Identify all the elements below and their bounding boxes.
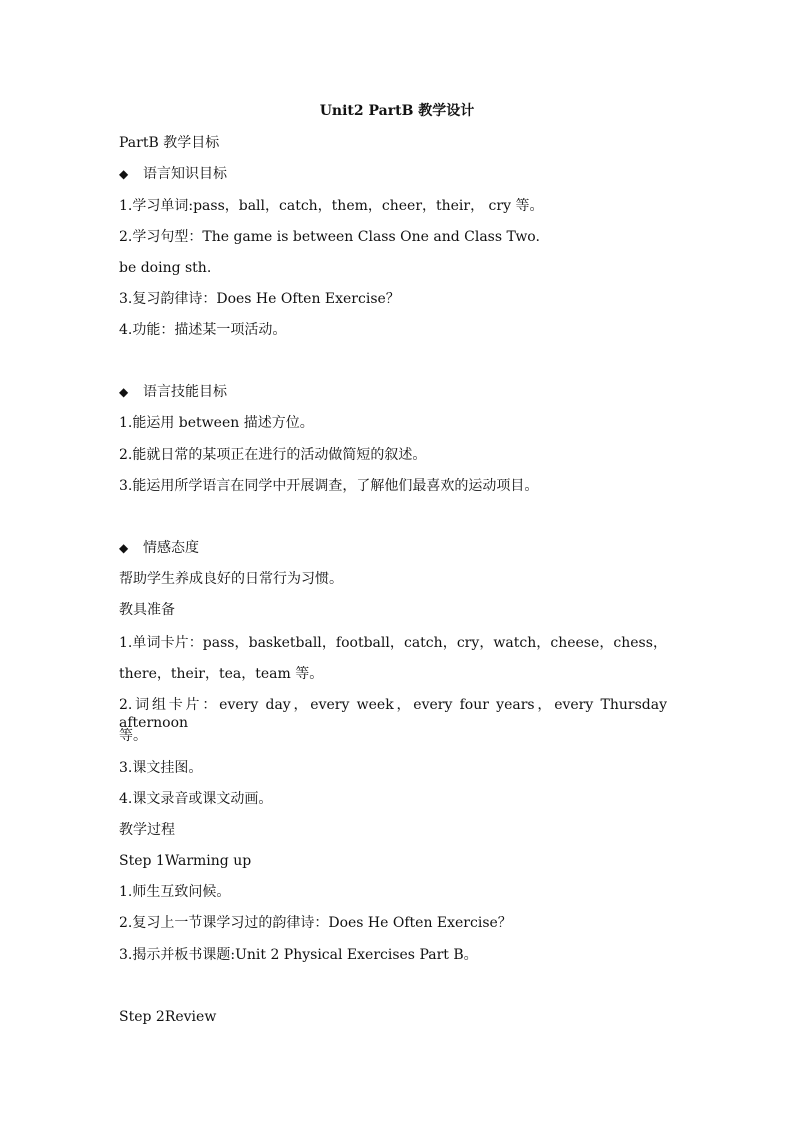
knowledge-item-3: 3.复习韵律诗：Does He Often Exercise？ bbox=[119, 291, 400, 307]
skills-item-1: 1.能运用 between 描述方位。 bbox=[119, 415, 314, 431]
attitude-text: 帮助学生养成良好的日常行为习惯。 bbox=[119, 571, 343, 587]
attitude-heading: ◆ 情感态度 bbox=[119, 540, 199, 556]
knowledge-item-2: 2.学习句型：The game is between Class One and Class Two. bbox=[119, 229, 540, 245]
materials-item-3: 3.课文挂图。 bbox=[119, 760, 203, 776]
step-1-item-2: 2.复习上一节课学习过的韵律诗：Does He Often Exercise？ bbox=[119, 915, 512, 931]
knowledge-item-4: 4.功能：描述某一项活动。 bbox=[119, 322, 287, 338]
diamond-bullet-icon: ◆ bbox=[119, 167, 129, 181]
materials-item-1: 1.单词卡片：pass，basketball，football，catch，cry，watch，cheese，chess， bbox=[119, 635, 667, 651]
step-1-heading: Step 1Warming up bbox=[119, 853, 252, 869]
knowledge-heading: ◆ 语言知识目标 bbox=[119, 166, 227, 182]
step-1-item-3: 3.揭示并板书课题:Unit 2 Physical Exercises Part B。 bbox=[119, 947, 478, 963]
materials-item-2: 2.词组卡片：every day，every week，every four years，every Thursday afternoon bbox=[119, 697, 667, 731]
diamond-bullet-icon: ◆ bbox=[119, 541, 129, 555]
materials-item-1-cont: there，their，tea，team 等。 bbox=[119, 666, 324, 682]
skills-item-2: 2.能就日常的某项正在进行的活动做简短的叙述。 bbox=[119, 447, 427, 463]
materials-item-2-cont: 等。 bbox=[119, 728, 147, 744]
step-1-item-1: 1.师生互致问候。 bbox=[119, 884, 231, 900]
diamond-bullet-icon: ◆ bbox=[119, 385, 129, 399]
process-heading: 教学过程 bbox=[119, 822, 175, 838]
objectives-heading: PartB 教学目标 bbox=[119, 135, 220, 151]
skills-item-3: 3.能运用所学语言在同学中开展调查，了解他们最喜欢的运动项目。 bbox=[119, 478, 539, 494]
skills-heading: ◆ 语言技能目标 bbox=[119, 384, 227, 400]
page-title: Unit2 PartB 教学设计 bbox=[319, 103, 475, 119]
materials-heading: 教具准备 bbox=[119, 602, 175, 618]
knowledge-item-1: 1.学习单词:pass，ball，catch，them，cheer，their， cry 等。 bbox=[119, 198, 544, 214]
materials-item-4: 4.课文录音或课文动画。 bbox=[119, 791, 273, 807]
knowledge-item-2-cont: be doing sth. bbox=[119, 260, 212, 276]
step-2-heading: Step 2Review bbox=[119, 1009, 217, 1025]
